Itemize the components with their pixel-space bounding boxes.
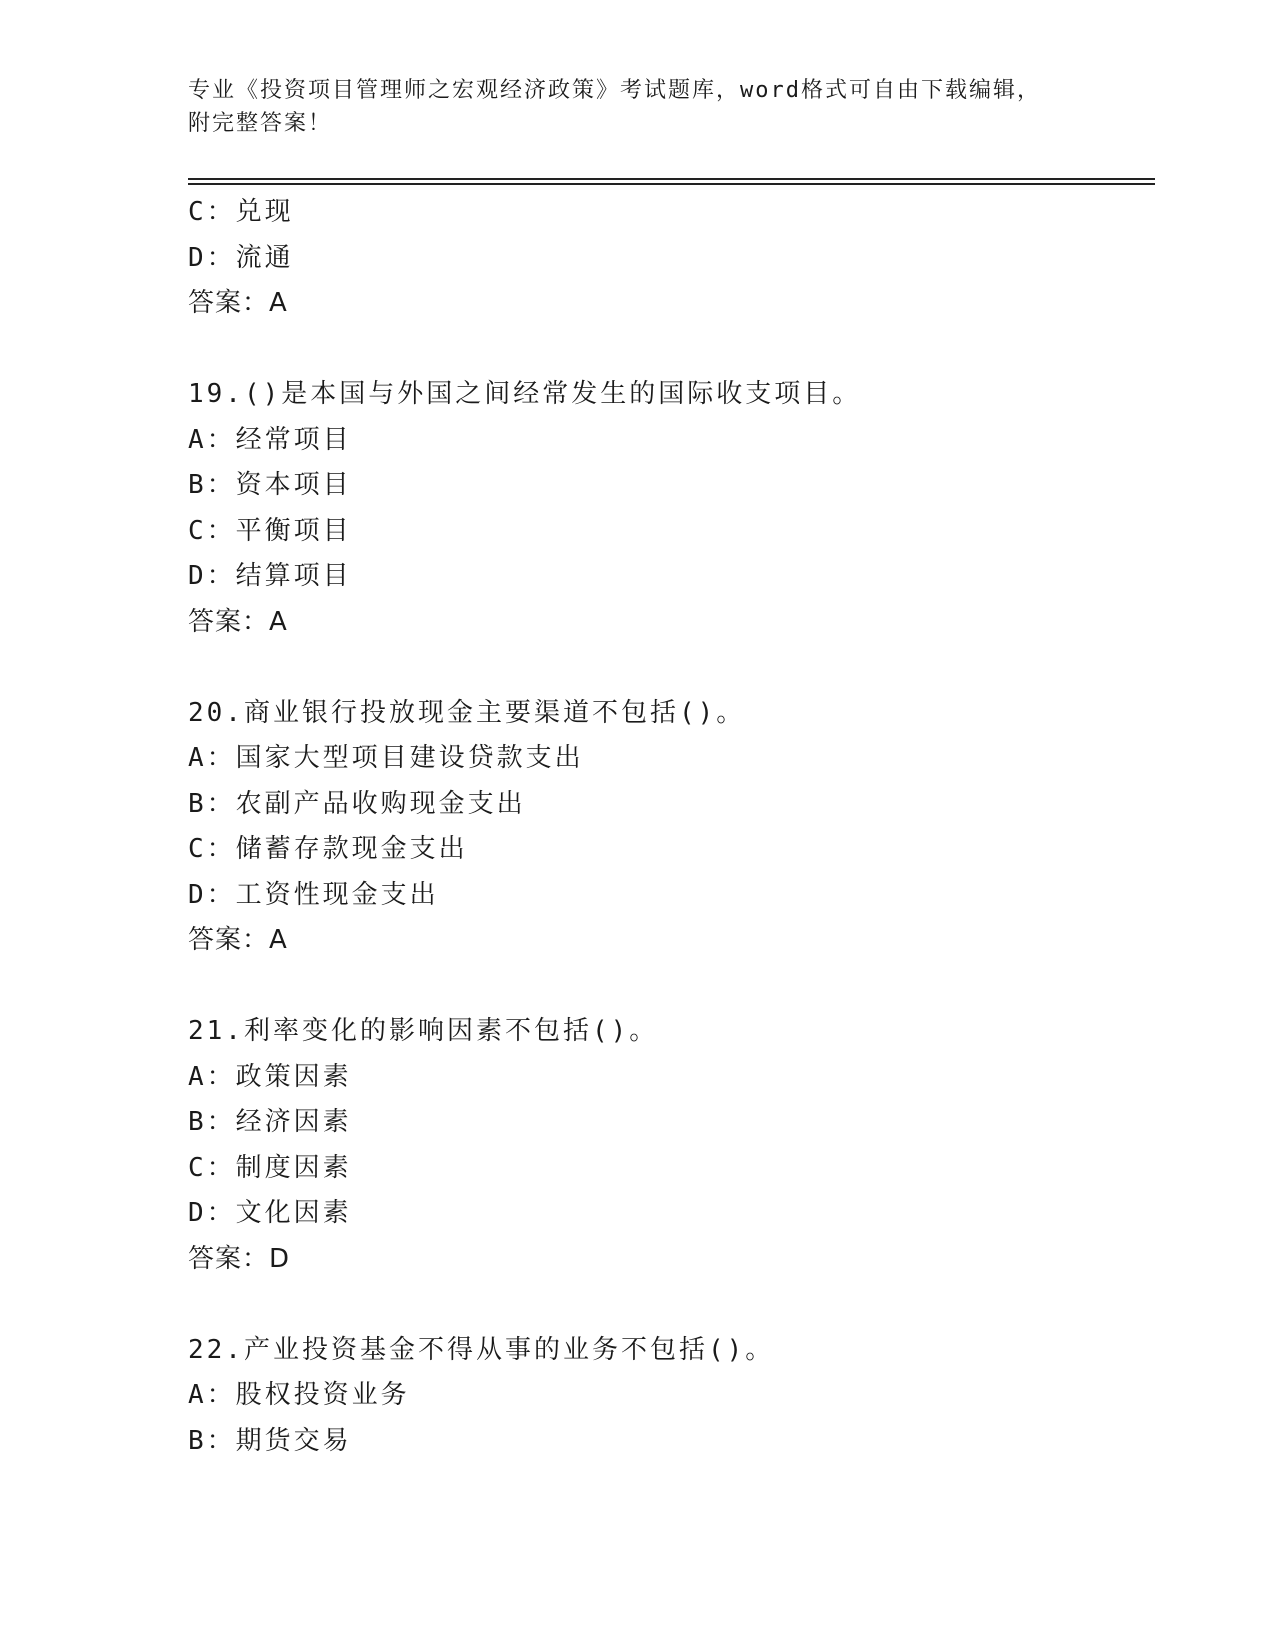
question-block-20: [188, 691, 1148, 964]
option-c: C：储蓄存款现金支出: [188, 834, 468, 864]
header-line-2: 附完整答案！: [188, 111, 333, 136]
question-block-prev: [188, 190, 1148, 327]
answer-line: 答案：A: [188, 288, 288, 318]
answer-line: 答案：A: [188, 925, 288, 955]
option-d: D：流通: [188, 242, 294, 273]
header-line-1: 专业《投资项目管理师之宏观经济政策》考试题库，word格式可自由下载编辑，: [188, 78, 1041, 103]
answer-line: 答案：A: [188, 606, 288, 637]
question-list: [188, 190, 1148, 1464]
question-block-21: [188, 1009, 1148, 1282]
header-divider-bottom: [188, 183, 1155, 185]
document-header: [188, 74, 1088, 140]
option-a: A：经常项目: [188, 424, 352, 455]
spacer: [188, 1282, 1148, 1328]
option-d: D：工资性现金支出: [188, 879, 439, 910]
option-b: B：期货交易: [188, 1425, 352, 1456]
question-block-19: [188, 372, 1148, 645]
answer-line: 答案：D: [188, 1243, 291, 1274]
option-d: D：文化因素: [188, 1198, 352, 1228]
spacer: [188, 964, 1148, 1010]
option-a: A：国家大型项目建设贷款支出: [188, 743, 584, 773]
option-a: A：政策因素: [188, 1061, 352, 1092]
option-c: C：兑现: [188, 197, 294, 227]
option-b: B：经济因素: [188, 1107, 352, 1137]
question-stem: 19.()是本国与外国之间经常发生的国际收支项目。: [188, 379, 862, 409]
header-divider-top: [188, 178, 1155, 180]
question-stem: 22.产业投资基金不得从事的业务不包括()。: [188, 1334, 775, 1365]
question-stem: 20.商业银行投放现金主要渠道不包括()。: [188, 697, 746, 728]
spacer: [188, 645, 1148, 691]
option-b: B：农副产品收购现金支出: [188, 788, 526, 819]
question-stem: 21.利率变化的影响因素不包括()。: [188, 1016, 659, 1046]
option-a: A：股权投资业务: [188, 1380, 410, 1410]
option-c: C：制度因素: [188, 1152, 352, 1183]
option-b: B：资本项目: [188, 470, 352, 500]
question-block-22: [188, 1328, 1148, 1465]
option-c: C：平衡项目: [188, 515, 352, 546]
spacer: [188, 327, 1148, 373]
option-d: D：结算项目: [188, 561, 352, 591]
